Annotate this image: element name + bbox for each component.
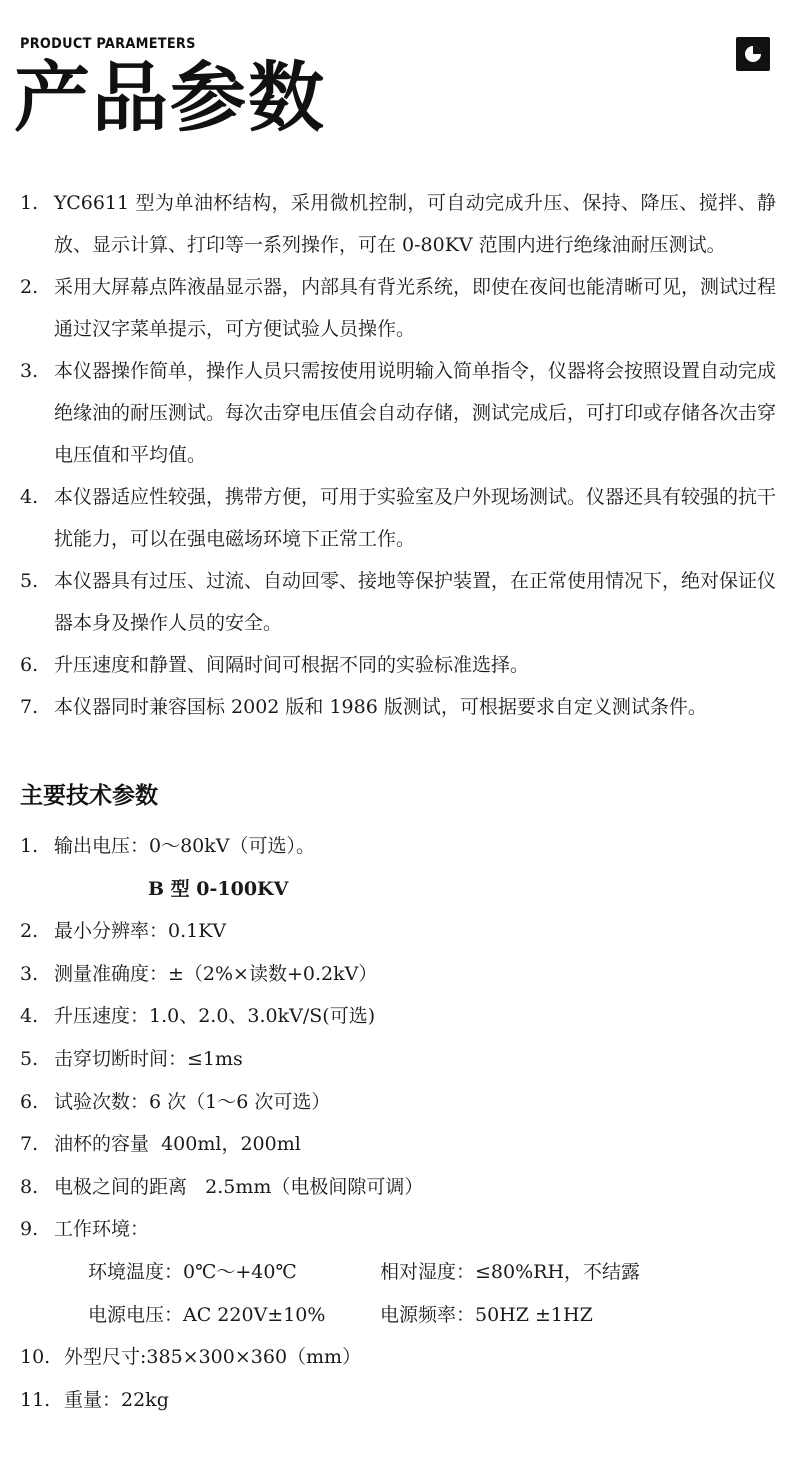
spec-number: 11. (20, 1388, 51, 1411)
intro-item-number: 4. (20, 486, 39, 508)
intro-item-text: 本仪器适应性较强，携带方便，可用于实验室及户外现场测试。仪器还具有较强的抗干扰能力，可以在强电磁场环境下正常工作。 (54, 486, 777, 550)
intro-item-number: 5. (20, 570, 39, 592)
spec-number: 6. (20, 1090, 39, 1113)
page-subtitle-en: PRODUCT PARAMETERS (20, 36, 196, 52)
intro-item (20, 266, 776, 350)
spec-item-dimensions (20, 1336, 776, 1379)
env-supply-frequency: 电源频率：50HZ ±1HZ (380, 1303, 593, 1326)
intro-item (20, 476, 776, 560)
spec-text: 击穿切断时间：≤1ms (54, 1047, 243, 1070)
spec-number: 9. (20, 1218, 39, 1241)
section-title-specs: 主要技术参数 (20, 783, 158, 809)
intro-item (20, 182, 776, 266)
intro-list (20, 182, 776, 728)
intro-item (20, 560, 776, 644)
spec-list (20, 825, 776, 1421)
spec-text: 测量准确度：±（2%×读数+0.2kV） (54, 962, 378, 985)
spec-item-weight (20, 1379, 776, 1422)
spec-number: 10. (20, 1346, 51, 1369)
spec-item-environment (20, 1208, 776, 1251)
page-title: 产品参数 (14, 53, 326, 142)
spec-item-output-voltage-b (20, 868, 776, 911)
intro-item-text: 本仪器同时兼容国标 2002 版和 1986 版测试，可根据要求自定义测试条件。 (54, 696, 707, 718)
spec-item-accuracy (20, 953, 776, 996)
spec-item-boost-speed (20, 995, 776, 1038)
env-humidity: 相对湿度：≤80%RH，不结露 (380, 1260, 641, 1283)
intro-item-number: 7. (20, 696, 39, 718)
intro-item-text: 采用大屏幕点阵液晶显示器，内部具有背光系统，即使在夜间也能清晰可见，测试过程通过汉字菜单提示，可方便试验人员操作。 (54, 276, 777, 340)
spec-number: 2. (20, 920, 39, 943)
spec-item-test-count (20, 1081, 776, 1124)
spec-text: 输出电压：0～80kV（可选）。 (54, 835, 316, 857)
spec-text: 电极之间的距离 2.5mm（电极间隙可调） (54, 1175, 424, 1198)
spec-item-cutoff-time (20, 1038, 776, 1081)
spec-text: 试验次数：6 次（1～6 次可选） (54, 1090, 331, 1113)
spec-text: 工作环境： (54, 1218, 150, 1241)
spec-item-electrode-gap (20, 1166, 776, 1209)
spec-text: 油杯的容量 400ml，200ml (54, 1133, 301, 1156)
spec-text: 外型尺寸:385×300×360（mm） (64, 1346, 362, 1369)
intro-item-number: 1. (20, 192, 39, 214)
intro-item (20, 644, 776, 686)
spec-env-row (20, 1294, 776, 1337)
spec-number: 7. (20, 1133, 39, 1156)
intro-item-number: 2. (20, 276, 39, 298)
env-temperature: 环境温度：0℃～+40℃ (88, 1260, 297, 1283)
spec-number: 4. (20, 1005, 39, 1028)
spec-env-row (20, 1251, 776, 1294)
spec-number: 3. (20, 962, 39, 985)
spec-text: 重量：22kg (64, 1388, 169, 1411)
intro-item-number: 6. (20, 654, 39, 676)
intro-item-number: 3. (20, 360, 39, 382)
spec-number: 1. (20, 835, 39, 857)
spec-text: 升压速度：1.0、2.0、3.0kV/S(可选) (54, 1005, 376, 1028)
spec-item-resolution (20, 910, 776, 953)
intro-item-text: 本仪器具有过压、过流、自动回零、接地等保护装置，在正常使用情况下，绝对保证仪器本身及操作人员的安全。 (54, 570, 777, 634)
env-supply-voltage: 电源电压：AC 220V±10% (88, 1303, 326, 1326)
intro-item (20, 350, 776, 476)
pie-chart-icon (736, 37, 770, 71)
intro-item (20, 686, 776, 728)
spec-text: B 型 0-100KV (148, 877, 289, 900)
spec-item-output-voltage (20, 825, 776, 868)
intro-item-text: 本仪器操作简单，操作人员只需按使用说明输入简单指令，仪器将会按照设置自动完成绝缘油的耐压测试。每次击穿电压值会自动存储，测试完成后，可打印或存储各次击穿电压值和平均值。 (54, 360, 777, 466)
spec-text: 最小分辨率：0.1KV (54, 920, 227, 943)
spec-item-cup-capacity (20, 1123, 776, 1166)
intro-item-text: 升压速度和静置、间隔时间可根据不同的实验标准选择。 (54, 654, 530, 676)
spec-number: 8. (20, 1175, 39, 1198)
intro-item-text: YC6611 型为单油杯结构，采用微机控制，可自动完成升压、保持、降压、搅拌、静放、显示计算、打印等一系列操作，可在 0-80KV 范围内进行绝缘油耐压测试。 (54, 192, 776, 256)
spec-number: 5. (20, 1047, 39, 1070)
